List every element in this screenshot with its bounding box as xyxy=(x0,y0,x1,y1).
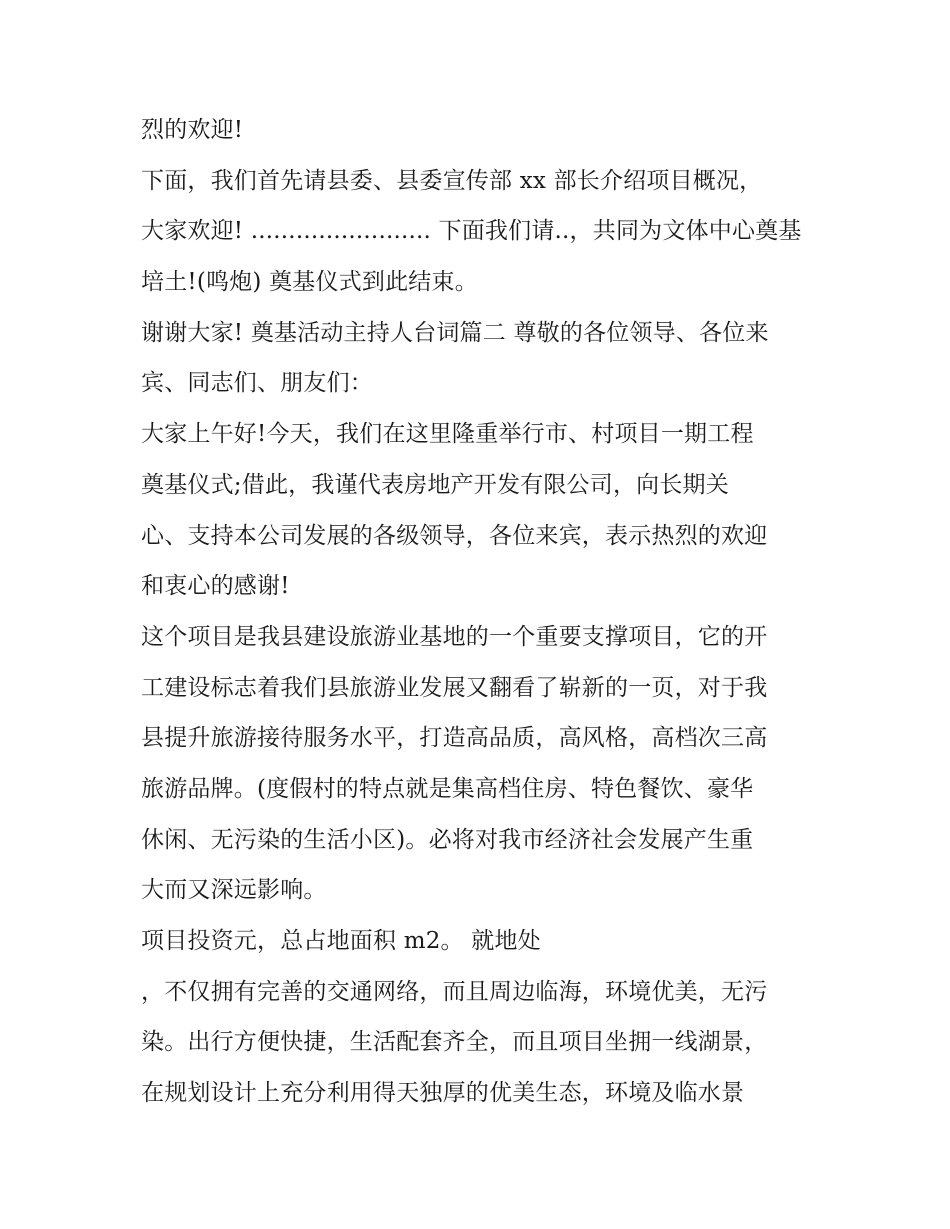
text-line: 大家上午好!今天，我们在这里隆重举行市、村项目一期工程 xyxy=(141,421,754,448)
text-line: 奠基仪式;借此，我谨代表房地产开发有限公司，向长期关 xyxy=(141,471,729,498)
text-line: 心、支持本公司发展的各级领导，各位来宾，表示热烈的欢迎 xyxy=(141,522,768,549)
text-line: 县提升旅游接待服务水平，打造高品质，高风格，高档次三高 xyxy=(141,725,768,752)
document-body xyxy=(141,105,821,1119)
text-line: 项目投资元，总占地面积 m2。 就地处 xyxy=(141,928,541,954)
text-line: 下面，我们首先请县委、县委宣传部 xx 部长介绍项目概况， xyxy=(141,167,763,194)
text-line: 大家欢迎! ........................ 下面我们请..，共同为文体中心奠基 xyxy=(141,218,802,245)
text-line: 旅游品牌。(度假村的特点就是集高档住房、特色餐饮、豪华 xyxy=(141,775,754,802)
text-line: 休闲、无污染的生活小区)。必将对我市经济社会发展产生重 xyxy=(141,826,754,853)
text-line: 谢谢大家! 奠基活动主持人台词篇二 尊敬的各位领导、各位来 xyxy=(141,319,769,346)
text-line: 在规划设计上充分利用得天独厚的优美生态，环境及临水景 xyxy=(141,1080,745,1107)
text-line: 这个项目是我县建设旅游业基地的一个重要支撑项目，它的开 xyxy=(141,623,768,650)
text-line: 大而又深远影响。 xyxy=(141,877,327,904)
text-line: 染。出行方便快捷，生活配套齐全，而且项目坐拥一线湖景， xyxy=(141,1029,768,1056)
text-line: ，不仅拥有完善的交通网络，而且周边临海，环境优美，无污 xyxy=(141,978,768,1005)
text-line: 培土!(鸣炮) 奠基仪式到此结束。 xyxy=(141,269,478,296)
text-line: 和衷心的感谢! xyxy=(141,573,290,600)
text-line: 烈的欢迎! xyxy=(141,117,244,143)
text-line: 宾、同志们、朋友们： xyxy=(141,370,373,397)
text-line: 工建设标志着我们县旅游业发展又翻看了崭新的一页，对于我 xyxy=(141,674,768,701)
